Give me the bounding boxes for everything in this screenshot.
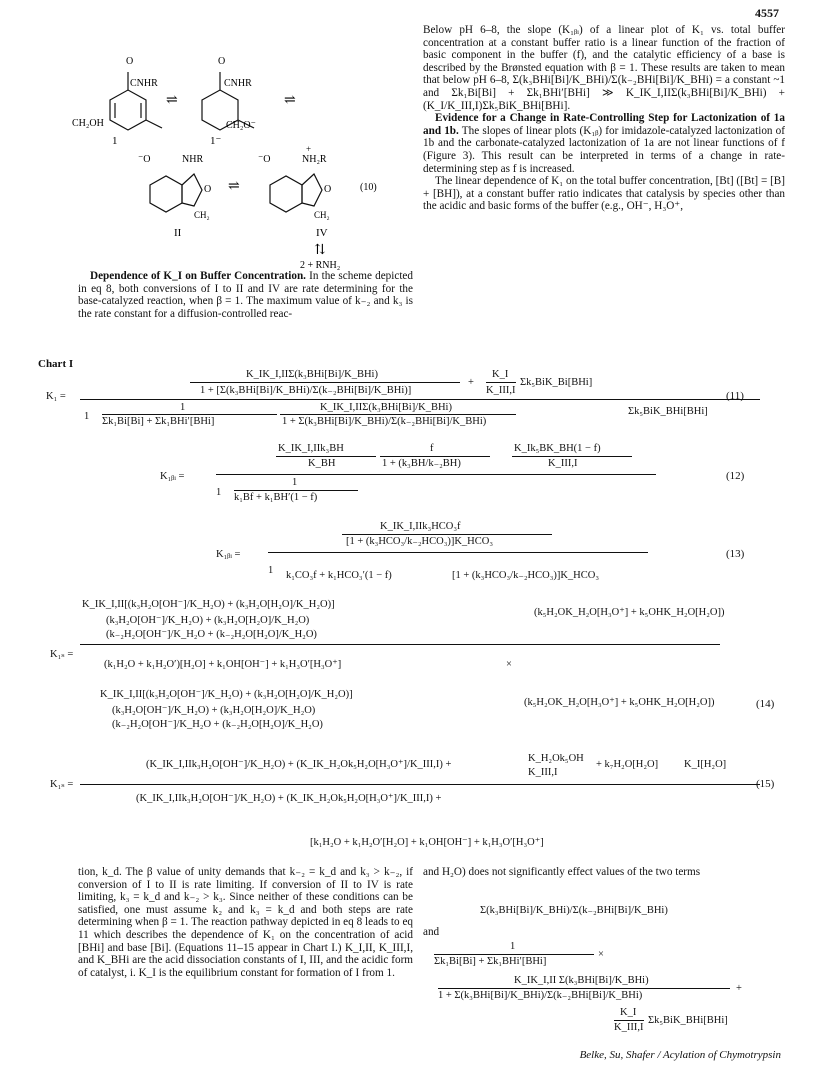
eq12-d3: K_III,I bbox=[548, 458, 578, 469]
eq11-tail-b: Σk₅BiK_Bi[BHi] bbox=[520, 377, 593, 388]
scheme-label-3: II bbox=[174, 227, 182, 239]
equation-15 bbox=[40, 752, 780, 852]
scheme-group-3: CNHR bbox=[224, 78, 252, 89]
eq11-den-b: K_III,I bbox=[486, 385, 516, 396]
br-f-den: Σk₁Bi[Bi] + Σk₁BHi′[BHi] bbox=[434, 956, 547, 967]
eq11-num-a: K_IK_I,IIΣ(k₃BHi[Bi]/K_BHi) bbox=[246, 369, 378, 380]
chart-label: Chart I bbox=[38, 358, 74, 370]
eq15-btail: + k₇H₂O[H₂O] bbox=[596, 759, 659, 770]
br-h-num: K_I bbox=[620, 1007, 637, 1018]
eq14-inner-den: (k₁H₂O + k₁H₂O′)[H₂O] + k₁OH[OH⁻] + k₁H₃O′[H₃O⁺] bbox=[104, 659, 342, 670]
scheme-group-9: CH₂ bbox=[194, 210, 210, 220]
br-h-den: K_III,I bbox=[614, 1022, 644, 1033]
scheme-group-o2: O bbox=[218, 56, 226, 67]
right-top-text bbox=[423, 24, 785, 213]
scheme-group-plus: + bbox=[306, 144, 312, 154]
right-para-1: Below pH 6–8, the slope (K₁ᵦᵢ) of a linear plot of K₁ vs. total buffer concentration at a constant buffer ratio is a linear function of the fraction of basic component in the buffer (f), and the catalytic efficiency of a base is described by the Brønsted equation with β = 1. These results are taken to mean that below pH 6–8, Σ(k₃BHi[Bi]/K_BHi)/Σ(k₋₂BHi[Bi]/K_BHi) = a constant ~1 and Σk₁Bi[Bi] + Σk₁BHi′[BHi] ≫ K_IK_I,IIΣ(k₃BHi[Bi]/K_BHi) + (K_I/K_III,I)Σk₅BiK_BHi[BHi]. bbox=[423, 24, 785, 112]
eq13-number: (13) bbox=[726, 548, 745, 560]
scheme-group-8: NH₂R bbox=[302, 154, 327, 165]
equation-12 bbox=[40, 442, 780, 512]
eq13-lhs: K₁ᵦᵢ = bbox=[216, 549, 241, 560]
eq12-d2: 1 + (k₃BH/k₋₂BH) bbox=[382, 458, 461, 469]
eq13-bden: [1 + (k₃HCO₃/k₋₂HCO₃)]K_HCO₃ bbox=[452, 570, 600, 581]
eq12-inner-num: 1 bbox=[292, 477, 298, 488]
page-number: 4557 bbox=[755, 6, 779, 20]
eq14-n1: K_IK_I,II[(k₃H₂O[OH⁻]/K_H₂O) + (k₃H₂O[H₂O]/K_H₂O)] bbox=[82, 599, 335, 610]
eq14-d1b-repeat: (k₋₂H₂O[OH⁻]/K_H₂O + (k₋₂H₂O[H₂O]/K_H₂O) bbox=[112, 719, 323, 730]
right-para-3: The linear dependence of K₁ on the total buffer concentration, [Bt] ([Bt] = [B] + [BH]), at a constant buffer ratio indicates that catalysis by species other than the acidic and basic forms of the buffer (e.g., OH⁻, H₃O⁺, bbox=[423, 175, 785, 213]
eq15-bd: K_III,I bbox=[528, 767, 558, 778]
eq11-plus-a: + bbox=[468, 377, 474, 388]
eq11-number: (11) bbox=[726, 390, 744, 402]
equilibrium-arrow-2: ⇌ bbox=[284, 93, 296, 108]
eq12-n1: K_IK_I,IIk₃BH bbox=[278, 443, 344, 454]
eq15-tail: K_I[H₂O] bbox=[684, 759, 727, 770]
scheme-group-5: ⁻O bbox=[138, 154, 151, 165]
eq12-n2: f bbox=[430, 443, 434, 454]
eq12-d1: K_BH bbox=[308, 458, 336, 469]
equilibrium-arrow-3: ⇌ bbox=[228, 179, 240, 194]
eq14-d1b: (k₋₂H₂O[OH⁻]/K_H₂O + (k₋₂H₂O[H₂O]/K_H₂O) bbox=[106, 629, 317, 640]
bottom-left-text: tion, k_d. The β value of unity demands that k₋₂ = k_d and k₃ > k₋₂, if conversion of I to II is rate limiting. If conversion of II to IV is rate limiting, k₃ = k_d and k₋₂ > k₃. Since neither of these conditions can be satisfied, one must assume k₂ and k₃ = k_d and both steps are rate determining when β = 1. The reaction pathway depicted in eq 8 leads to eq 11 which describes the dependence of K₁ on the concentration of acid [BHi] and base [Bi]. (Equations 11–15 appear in Chart I.) K_I,II, K_III,I, and K_BHi are the acid dissociation constants of I, III, and the acidic form of catalyst, i. K_I is the equilibrium constant for formation of I from 1. bbox=[78, 866, 413, 979]
eq11-one: 1 bbox=[84, 411, 90, 422]
bottom-left-paragraph bbox=[78, 866, 413, 979]
scheme-group-1: CNHR bbox=[130, 78, 158, 89]
bottom-right-expr1: Σ(k₃BHi[Bi]/K_BHi)/Σ(k₋₂BHi[Bi]/K_BHi) bbox=[480, 905, 668, 916]
eq11-inner-num: 1 bbox=[180, 402, 186, 413]
eq12-n3: K_Ik₅BK_BH(1 − f) bbox=[514, 443, 601, 454]
eq15-bn: K_H₂Ok₅OH bbox=[528, 753, 584, 764]
eq14-d1a: (k₃H₂O[OH⁻]/K_H₂O) + (k₃H₂O[H₂O]/K_H₂O) bbox=[106, 615, 310, 626]
section-heading-buffer: Dependence of K_I on Buffer Concentration. bbox=[90, 270, 306, 282]
eq11-lhs: K₁ = bbox=[46, 391, 66, 402]
equation-11 bbox=[40, 368, 780, 428]
scheme-group-o1: O bbox=[126, 56, 134, 67]
equilibrium-arrow-4: ⇅ bbox=[314, 243, 326, 258]
eq15-number: (15) bbox=[756, 778, 775, 790]
scheme-group-7: ⁻O bbox=[258, 154, 271, 165]
eq13-inner-den: k₁CO₃f + k₁HCO₃′(1 − f) bbox=[286, 570, 392, 581]
page-footer: Belke, Su, Shafer / Acylation of Chymotrypsin bbox=[579, 1049, 781, 1061]
eq11-bnum: K_IK_I,IIΣ(k₃BHi[Bi]/K_BHi) bbox=[320, 402, 452, 413]
scheme-group-2: CH₂OH bbox=[72, 118, 104, 129]
scheme-group-o4: O bbox=[324, 184, 332, 195]
eq15-bottom: [k₁H₂O + k₁H₂O′[H₂O] + k₁OH[OH⁻] + k₁H₃O′[H₃O⁺] bbox=[310, 837, 544, 848]
scheme-group-6: NHR bbox=[182, 154, 204, 165]
equation-13 bbox=[40, 520, 780, 590]
eq12-lhs: K₁ᵦᵢ = bbox=[160, 471, 185, 482]
left-top-paragraph bbox=[78, 270, 413, 320]
eq14-times: × bbox=[506, 659, 512, 670]
eq11-num-b: K_I bbox=[492, 369, 509, 380]
eq13-one: 1 bbox=[268, 565, 274, 576]
eq11-btail: Σk₅BiK_BHi[BHi] bbox=[628, 406, 708, 417]
structure-IV bbox=[270, 174, 322, 212]
eq12-number: (12) bbox=[726, 470, 745, 482]
br-plus: + bbox=[736, 983, 742, 994]
scheme-product: 2 + RNH₂ bbox=[300, 260, 341, 270]
br-g-num: K_IK_I,II Σ(k₃BHi[Bi]/K_BHi) bbox=[514, 975, 649, 986]
eq14-n1-repeat: K_IK_I,II[(k₃H₂O[OH⁻]/K_H₂O) + (k₃H₂O[H₂O]/K_H₂O)] bbox=[100, 689, 353, 700]
br-h-tail: Σk₅BiK_BHi[BHi] bbox=[648, 1015, 728, 1026]
eq14-lhs: K₁ₛ = bbox=[50, 649, 74, 660]
eq15-top-repeat: (K_IK_I,IIk₃H₂O[OH⁻]/K_H₂O) + (K_IK_H₂Ok₅H₂O[H₃O⁺]/K_III,I) + bbox=[136, 793, 442, 804]
scheme-label-4: IV bbox=[316, 227, 328, 239]
structure-II bbox=[150, 174, 202, 212]
br-f-num: 1 bbox=[510, 941, 516, 952]
eq11-inner-den: Σk₁Bi[Bi] + Σk₁BHi′[BHi] bbox=[102, 416, 215, 427]
equilibrium-arrow-1: ⇌ bbox=[166, 93, 178, 108]
eq12-inner-den: k₁Bf + k₁BH′(1 − f) bbox=[234, 492, 318, 503]
eq14-t1: (k₅H₂OK_H₂O[H₃O⁺] + k₅OHK_H₂O[H₂O]) bbox=[534, 607, 725, 618]
bottom-right-expression bbox=[430, 940, 790, 1040]
equation-14 bbox=[40, 598, 780, 748]
left-top-body: In the scheme depicted in eq 8, both conversions of I to II and IV are rate determining for the base-catalyzed reaction, when β = 1. The maximum value of k₋₂ and k₃ is the rate constant for a diffusion-controlled reac- bbox=[78, 270, 413, 320]
eq14-number: (14) bbox=[756, 698, 775, 710]
eq11-bden: 1 + Σ(k₃BHi[Bi]/K_BHi)/Σ(k₋₂BHi[Bi]/K_BHi) bbox=[282, 416, 487, 427]
eq11-den-a: 1 + [Σ(k₃BHi[Bi]/K_BHi)/Σ(k₋₂BHi[Bi]/K_BHi)] bbox=[200, 385, 412, 396]
scheme-group-10: CH₂ bbox=[314, 210, 330, 220]
reaction-scheme-figure bbox=[70, 40, 430, 270]
br-times: × bbox=[598, 949, 604, 960]
eq12-one: 1 bbox=[216, 487, 222, 498]
eq15-lhs: K₁ₛ = bbox=[50, 779, 74, 790]
scheme-label-1: 1 bbox=[112, 135, 118, 147]
bottom-right-block bbox=[423, 866, 785, 879]
bottom-right-and: and bbox=[423, 926, 440, 938]
scheme-group-o3: O bbox=[204, 184, 212, 195]
eq13-den: [1 + (k₃HCO₃/k₋₂HCO₃)]K_HCO₃ bbox=[346, 536, 494, 547]
eq13-num: K_IK_I,IIk₃HCO₃f bbox=[380, 521, 461, 532]
br-g-den: 1 + Σ(k₃BHi[Bi]/K_BHi)/Σ(k₋₂BHi[Bi]/K_BHi) bbox=[438, 990, 643, 1001]
eq14-d1a-repeat: (k₃H₂O[OH⁻]/K_H₂O) + (k₃H₂O[H₂O]/K_H₂O) bbox=[112, 705, 316, 716]
right-para-2: The slopes of linear plots (K₁ᵦ) for imidazole-catalyzed lactonization of 1b and the carbonate-catalyzed lactonization of 1a are not linear functions of f (Figure 3). This result can be interpreted in terms of a change in rate-determining step as f is increased. bbox=[423, 124, 785, 175]
scheme-group-4: CH₂O⁻ bbox=[226, 120, 256, 131]
eq14-t1-repeat: (k₅H₂OK_H₂O[H₃O⁺] + k₅OHK_H₂O[H₂O]) bbox=[524, 697, 715, 708]
section-heading-evidence: Evidence for a Change in Rate-Controlling Step for Lactonization of 1a and 1b. bbox=[423, 112, 785, 137]
bottom-right-intro: and H₂O) does not significantly effect values of the two terms bbox=[423, 866, 701, 878]
scheme-eq-number: (10) bbox=[360, 182, 377, 193]
eq15-top: (K_IK_I,IIk₃H₂O[OH⁻]/K_H₂O) + (K_IK_H₂Ok₅H₂O[H₃O⁺]/K_III,I) + bbox=[146, 759, 452, 770]
scheme-label-2: 1⁻ bbox=[210, 135, 222, 147]
